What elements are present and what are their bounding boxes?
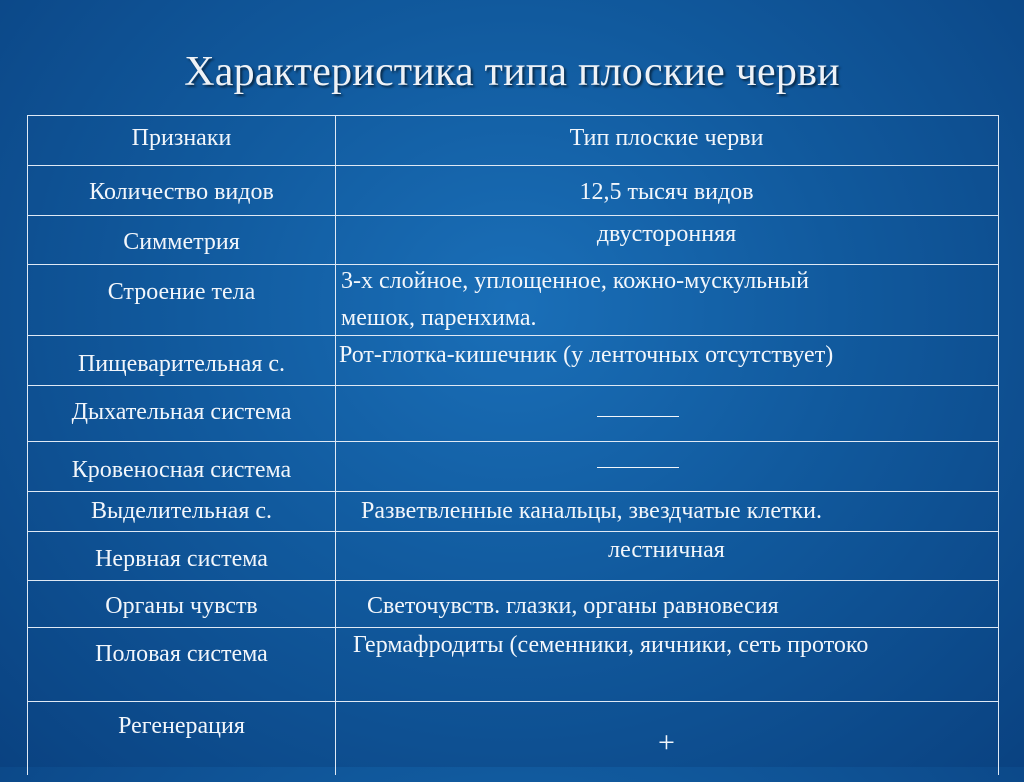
feature-value: Рот-глотка-кишечник (у ленточных отсутствует) xyxy=(339,342,834,368)
feature-label: Выделительная с. xyxy=(90,498,273,524)
table-row xyxy=(28,581,998,628)
slide-title: Характеристика типа плоские черви xyxy=(184,49,840,95)
feature-label: Дыхательная система xyxy=(71,399,292,425)
feature-value: Светочувств. глазки, органы равновесия xyxy=(367,593,779,619)
table-row xyxy=(28,336,998,386)
feature-value: двусторонняя xyxy=(596,221,737,247)
feature-label: Пищеварительная с. xyxy=(77,351,286,377)
feature-value-line-1: 3-х слойное, уплощенное, кожно-мускульный xyxy=(341,268,809,294)
feature-label: Симметрия xyxy=(123,229,240,255)
table-row xyxy=(28,628,998,702)
table-row xyxy=(28,492,998,532)
table-row xyxy=(28,702,998,782)
table-row xyxy=(28,265,998,336)
no-system-dash xyxy=(597,467,679,468)
feature-value: + xyxy=(658,726,675,759)
feature-value: лестничная xyxy=(608,537,725,563)
table-row xyxy=(28,442,998,492)
header-flatworms: Тип плоские черви xyxy=(569,125,764,151)
feature-value: Гермафродиты (семенники, яичники, сеть протоко xyxy=(353,632,869,658)
header-features: Признаки xyxy=(131,125,232,151)
no-system-dash xyxy=(597,416,679,417)
feature-value-line-2: мешок, паренхима. xyxy=(341,305,537,331)
feature-label: Строение тела xyxy=(107,279,256,305)
table-header-row xyxy=(28,116,998,166)
table-row xyxy=(28,532,998,581)
feature-label: Кровеносная система xyxy=(71,457,292,483)
characteristics-table xyxy=(27,115,999,775)
table-row xyxy=(28,166,998,216)
table-row xyxy=(28,216,998,265)
feature-value: 12,5 тысяч видов xyxy=(579,179,754,205)
feature-value: Разветвленные канальцы, звездчатые клетки. xyxy=(361,498,822,524)
table-row xyxy=(28,386,998,442)
feature-label: Органы чувств xyxy=(105,593,258,619)
feature-label: Половая система xyxy=(95,641,268,667)
feature-label: Количество видов xyxy=(89,179,274,205)
feature-label: Регенерация xyxy=(118,713,245,739)
feature-label: Нервная система xyxy=(95,546,268,572)
